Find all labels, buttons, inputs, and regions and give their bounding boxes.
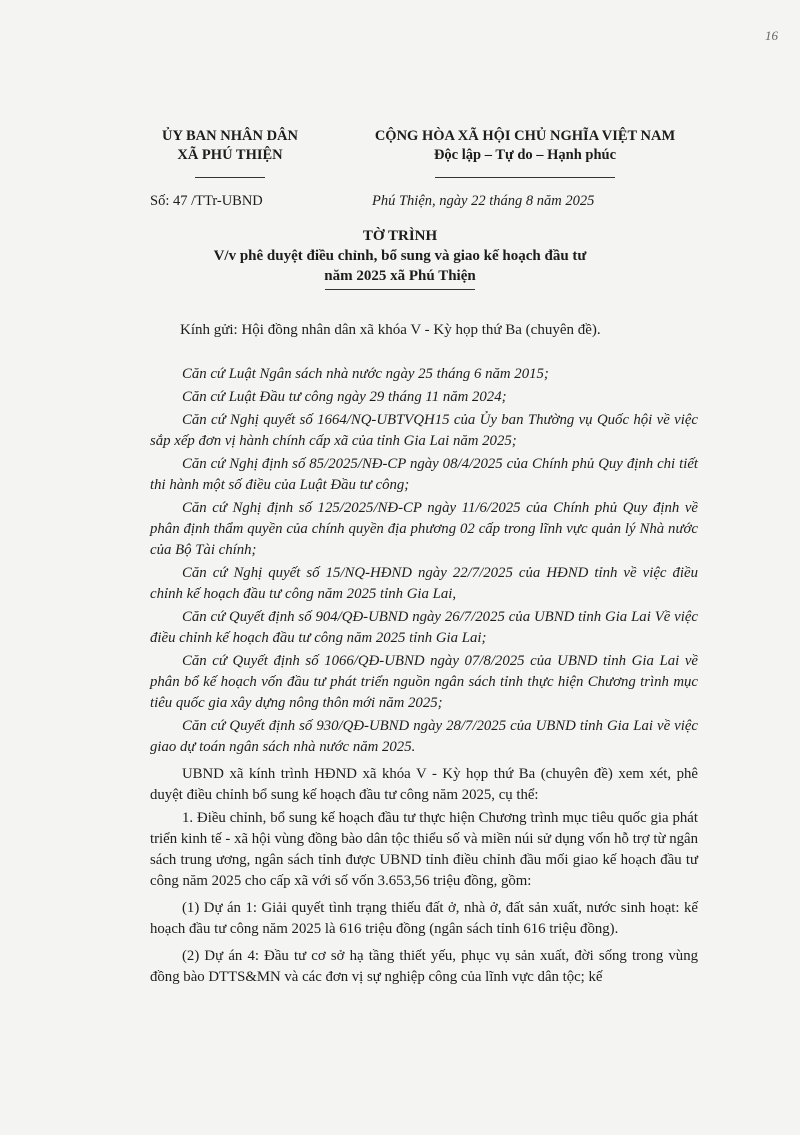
motto-underline [435,177,615,178]
title-main: TỜ TRÌNH [362,228,438,244]
intro-paragraph: UBND xã kính trình HĐND xã khóa V - Kỳ họp thứ Ba (chuyên đề) xem xét, phê duyệt điều chỉnh bổ sung kế hoạch đầu tư công năm 2025, cụ thể: [150,766,698,803]
legal-basis: Căn cứ Nghị quyết số 1664/NQ-UBTVQH15 của Ủy ban Thường vụ Quốc hội về việc sắp xếp đơn vị hành chính cấp xã của tỉnh Gia Lai năm 2025; [150,412,698,449]
title-subject-line-1: V/v phê duyệt điều chỉnh, bổ sung và giao kế hoạch đầu tư [213,248,587,264]
national-motto [330,127,720,184]
motto-line-1: CỘNG HÒA XÃ HỘI CHỦ NGHĨA VIỆT NAM [374,128,676,144]
agency-line-1: ỦY BAN NHÂN DÂN [161,128,298,144]
subitem-2-paragraph: (2) Dự án 4: Đầu tư cơ sở hạ tầng thiết yếu, phục vụ sản xuất, đời sống trong vùng đồng bào DTTS&MN và các đơn vị sự nghiệp công của lĩnh vực dân tộc; kế [150,948,698,985]
legal-basis: Căn cứ Quyết định số 1066/QĐ-UBND ngày 07/8/2025 của UBND tỉnh Gia Lai về phân bổ kế hoạch vốn đầu tư phát triển nguồn ngân sách tỉnh thực hiện Chương trình mục tiêu quốc gia xây dựng nông thôn mới năm 2025; [150,653,698,711]
legal-basis: Căn cứ Luật Đầu tư công ngày 29 tháng 11 năm 2024; [182,389,507,405]
item-1-paragraph: 1. Điều chỉnh, bổ sung kế hoạch đầu tư thực hiện Chương trình mục tiêu quốc gia phát triển kinh tế - xã hội vùng đồng bào dân tộc thiểu số và miền núi sử dụng vốn hỗ trợ từ ngân sách trung ương, ngân sách tỉnh được UBND tỉnh điều chỉnh đầu mối giao kế hoạch đầu tư công năm 2025 cho cấp xã với số vốn 3.653,56 triệu đồng, gồm: [150,810,698,889]
agency-line-2: XÃ PHÚ THIỆN [177,147,283,163]
document-title [150,226,650,290]
handwritten-page-mark: 16 [765,28,778,43]
title-subject-line-2: năm 2025 xã Phú Thiện [324,268,476,284]
document-date: Phú Thiện, ngày 22 tháng 8 năm 2025 [372,193,595,209]
document-body [150,364,698,990]
recipient-line: Kính gửi: Hội đồng nhân dân xã khóa V - Kỳ họp thứ Ba (chuyên đề). [180,322,601,338]
motto-line-2: Độc lập – Tự do – Hạnh phúc [433,147,617,163]
legal-basis: Căn cứ Quyết định số 904/QĐ-UBND ngày 26/7/2025 của UBND tỉnh Gia Lai Về việc điều chỉnh kế hoạch đầu tư công năm 2025 tỉnh Gia Lai; [150,609,698,646]
title-underline [325,289,475,290]
legal-basis: Căn cứ Nghị quyết số 15/NQ-HĐND ngày 22/7/2025 của HĐND tỉnh về việc điều chỉnh kế hoạch đầu tư công năm 2025 tỉnh Gia Lai, [150,565,698,602]
legal-basis: Căn cứ Quyết định số 930/QĐ-UBND ngày 28/7/2025 của UBND tỉnh Gia Lai về việc giao dự toán ngân sách nhà nước năm 2025. [150,718,698,755]
agency-underline [195,177,265,178]
issuing-agency [130,127,330,184]
legal-basis: Căn cứ Nghị định số 85/2025/NĐ-CP ngày 08/4/2025 của Chính phủ Quy định chi tiết thi hành một số điều của Luật Đầu tư công; [150,456,698,493]
legal-basis: Căn cứ Luật Ngân sách nhà nước ngày 25 tháng 6 năm 2015; [182,366,549,382]
subitem-1-paragraph: (1) Dự án 1: Giải quyết tình trạng thiếu đất ở, nhà ở, đất sản xuất, nước sinh hoạt: kế hoạch đầu tư công năm 2025 là 616 triệu đồng (ngân sách tỉnh 616 triệu đồng). [150,900,698,937]
document-number: Số: 47 /TTr-UBND [150,193,263,209]
legal-basis: Căn cứ Nghị định số 125/2025/NĐ-CP ngày 11/6/2025 của Chính phủ Quy định về phân định thẩm quyền của chính quyền địa phương 02 cấp trong lĩnh vực quản lý Nhà nước của Bộ Tài chính; [150,500,698,558]
